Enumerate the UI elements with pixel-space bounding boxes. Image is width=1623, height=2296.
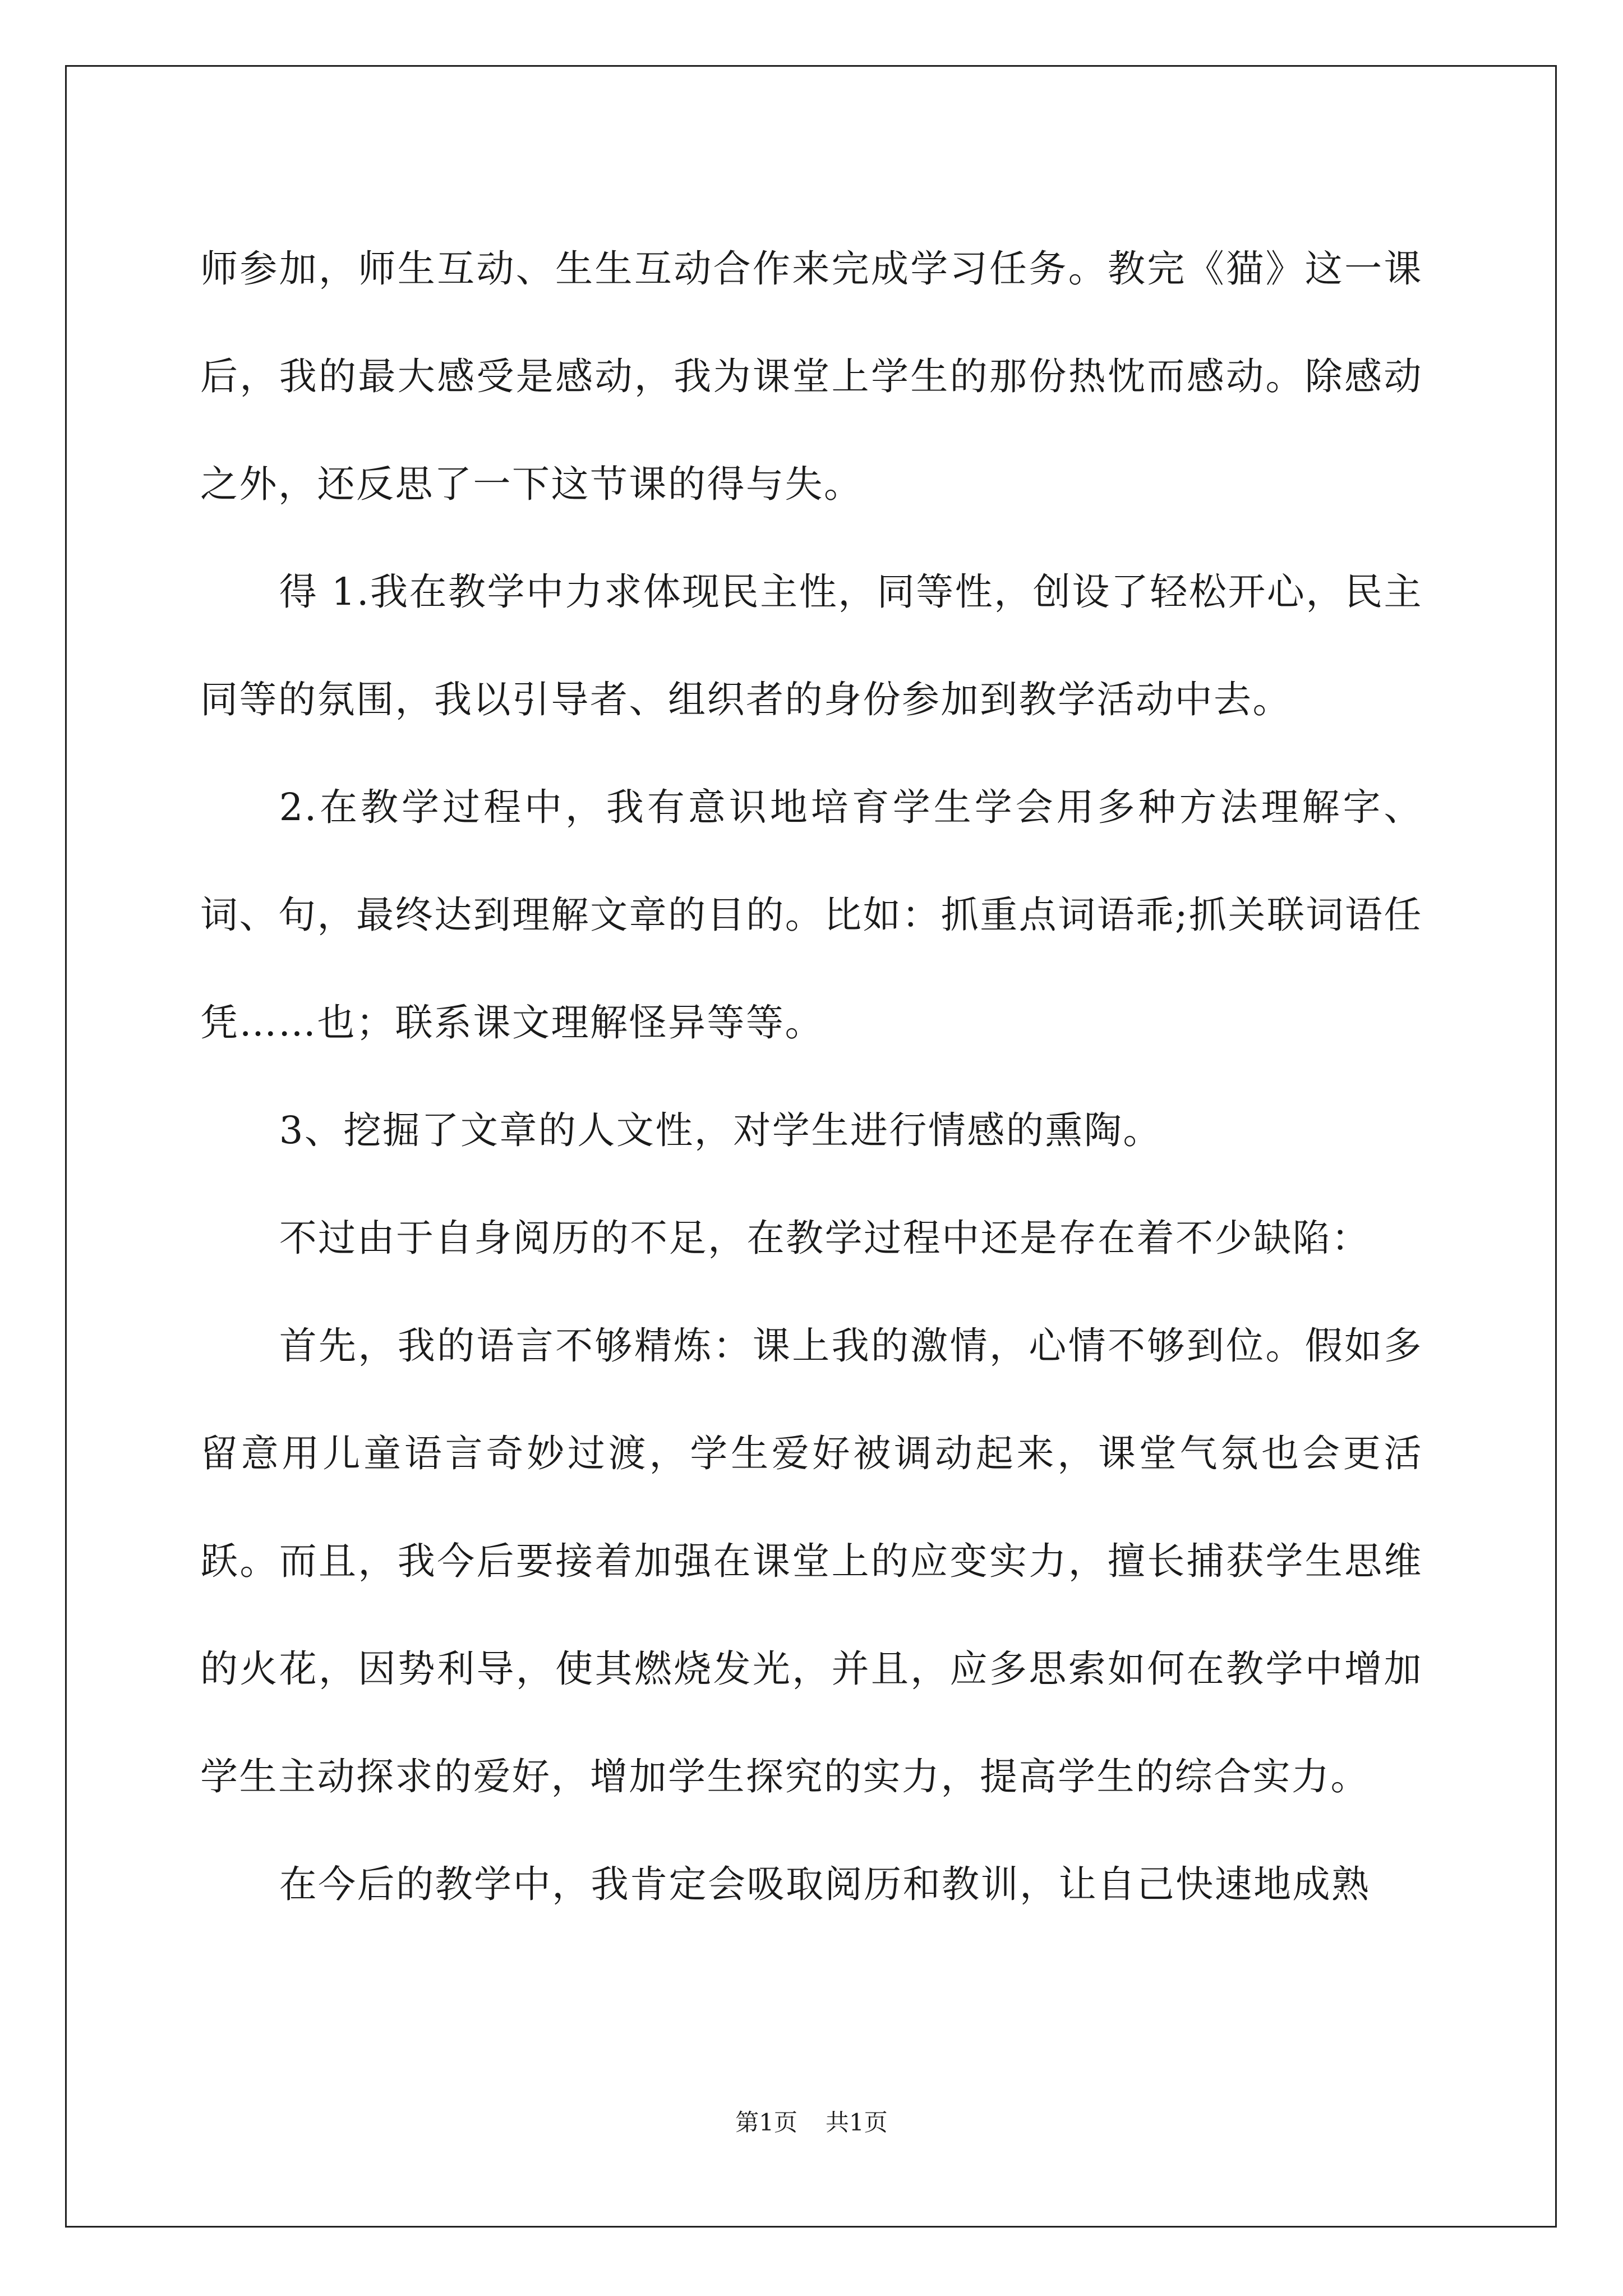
paragraph-5: 不过由于自身阅历的不足，在教学过程中还是存在着不少缺陷： [279, 1216, 1371, 1260]
document-body [200, 215, 1423, 1938]
page-footer [0, 2107, 1623, 2138]
paragraph-1: 师参加，师生互动、生生互动合作来完成学习任务。教完《猫》这一课后，我的最大感受是感动，我为课堂上学生的那份热忱而感动。除感动之外，还反思了一下这节课的得与失。 [200, 247, 1423, 506]
page-number-total: 共1页 [826, 2109, 888, 2136]
paragraph-7: 在今后的教学中，我肯定会吸取阅历和教训，让自己快速地成熟 [279, 1862, 1371, 1906]
paragraph-3: 2.在教学过程中，我有意识地培育学生学会用多种方法理解字、词、句，最终达到理解文章的目的。比如：抓重点词语乖;抓关联词语任凭……也；联系课文理解怪异等等。 [200, 785, 1423, 1045]
page-number-current: 第1页 [735, 2109, 797, 2136]
paragraph-2: 得 1.我在教学中力求体现民主性，同等性，创设了轻松开心，民主同等的氛围，我以引导者、组织者的身份参加到教学活动中去。 [200, 570, 1423, 721]
paragraph-6: 首先，我的语言不够精炼：课上我的激情，心情不够到位。假如多留意用儿童语言奇妙过渡，学生爱好被调动起来，课堂气氛也会更活跃。而且，我今后要接着加强在课堂上的应变实力，擅长捕获学生思维的火花，因势利导，使其燃烧发光，并且，应多思索如何在教学中增加学生主动探求的爱好，增加学生探究的实力，提高学生的综合实力。 [200, 1324, 1423, 1798]
paragraph-4: 3、挖掘了文章的人文性，对学生进行情感的熏陶。 [279, 1108, 1162, 1152]
